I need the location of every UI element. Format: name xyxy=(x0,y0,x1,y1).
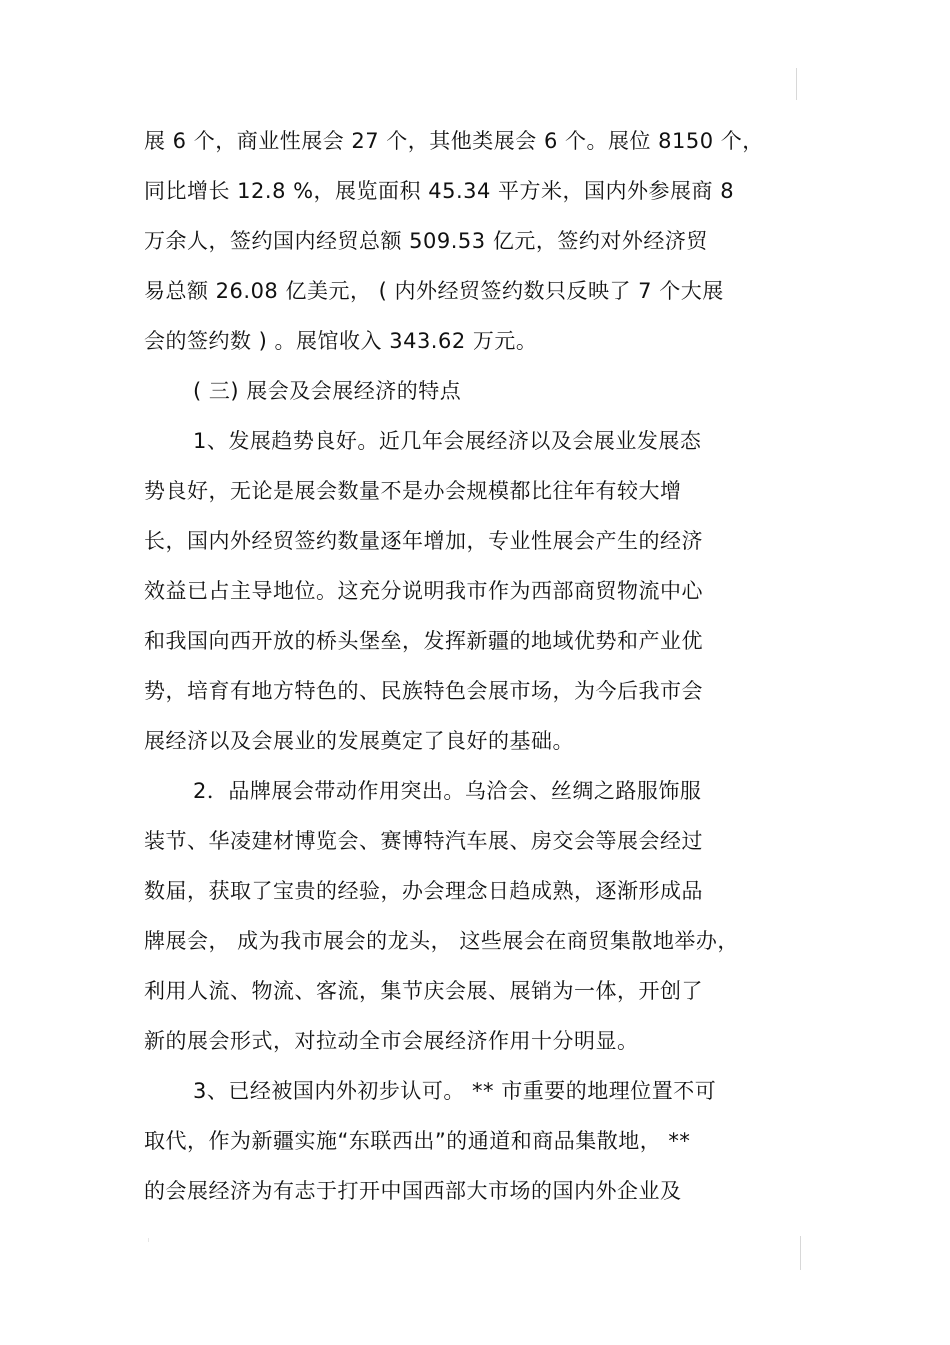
page-edge-mark-top xyxy=(796,68,797,100)
text-line-22: 的会展经济为有志于打开中国西部大市场的国内外企业及 xyxy=(144,1179,682,1203)
text-line-11: 和我国向西开放的桥头堡垒，发挥新疆的地域优势和产业优 xyxy=(144,629,703,653)
text-line-14: 2．品牌展会带动作用突出。乌洽会、丝绸之路服饰服 xyxy=(193,779,702,803)
text-line-17: 牌展会， 成为我市展会的龙头， 这些展会在商贸集散地举办， xyxy=(144,929,739,953)
text-line-10: 效益已占主导地位。这充分说明我市作为西部商贸物流中心 xyxy=(144,579,703,603)
text-line-18: 利用人流、物流、客流，集节庆会展、展销为一体，开创了 xyxy=(144,979,703,1003)
text-line-3: 万余人，签约国内经贸总额 509.53 亿元，签约对外经济贸 xyxy=(144,229,708,253)
text-line-21: 取代，作为新疆实施“东联西出”的通道和商品集散地， ** xyxy=(144,1129,691,1153)
text-line-8: 势良好，无论是展会数量不是办会规模都比往年有较大增 xyxy=(144,479,682,503)
text-line-13: 展经济以及会展业的发展奠定了良好的基础。 xyxy=(144,729,574,753)
text-line-15: 装节、华凌建材博览会、赛博特汽车展、房交会等展会经过 xyxy=(144,829,703,853)
text-line-5: 会的签约数 ) 。展馆收入 343.62 万元。 xyxy=(144,329,538,353)
text-line-19: 新的展会形式，对拉动全市会展经济作用十分明显。 xyxy=(144,1029,639,1053)
text-line-4: 易总额 26.08 亿美元， ( 内外经贸签约数只反映了 7 个大展 xyxy=(144,279,724,303)
text-line-7: 1、发展趋势良好。近几年会展经济以及会展业发展态 xyxy=(193,429,702,453)
text-line-20: 3、已经被国内外初步认可。 ** 市重要的地理位置不可 xyxy=(193,1079,717,1103)
page-edge-mark-bottom-left xyxy=(148,1238,149,1242)
text-line-1: 展 6 个，商业性展会 27 个，其他类展会 6 个。展位 8150 个， xyxy=(144,129,764,153)
section-heading: ( 三) 展会及会展经济的特点 xyxy=(193,379,462,403)
text-line-9: 长，国内外经贸签约数量逐年增加，专业性展会产生的经济 xyxy=(144,529,703,553)
page-edge-mark-bottom xyxy=(800,1236,801,1270)
text-line-16: 数届，获取了宝贵的经验，办会理念日趋成熟，逐渐形成品 xyxy=(144,879,703,903)
text-line-2: 同比增长 12.8 %，展览面积 45.34 平方米，国内外参展商 8 xyxy=(144,179,735,203)
text-line-12: 势，培育有地方特色的、民族特色会展市场，为今后我市会 xyxy=(144,679,703,703)
